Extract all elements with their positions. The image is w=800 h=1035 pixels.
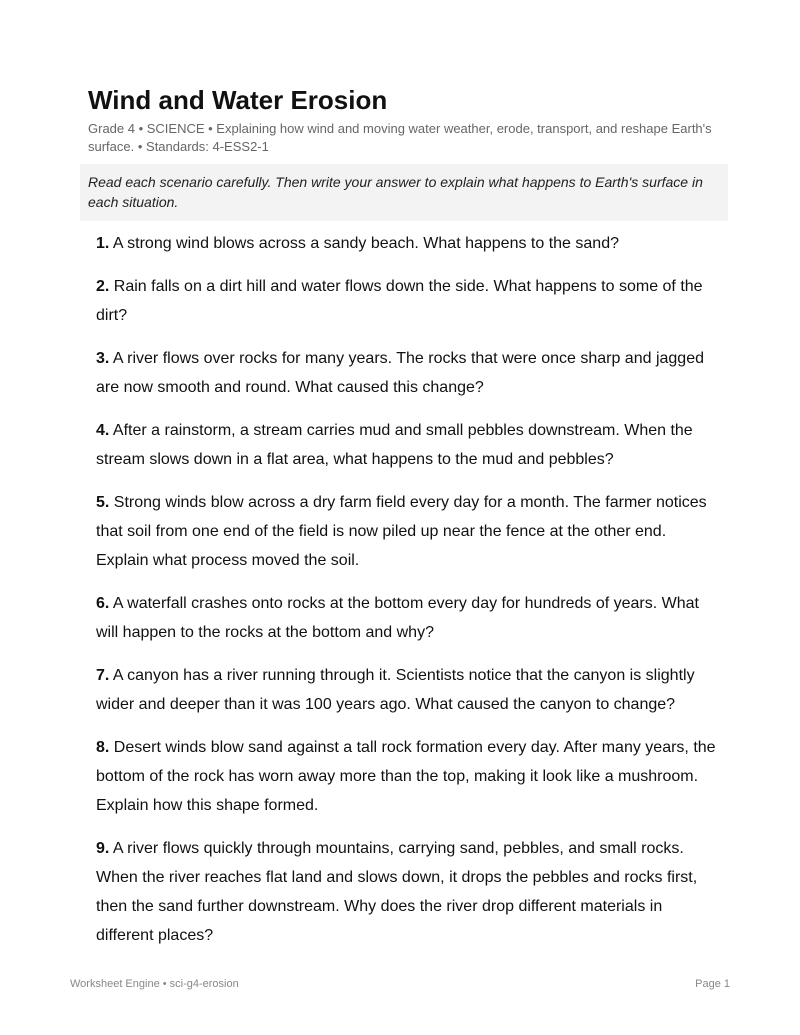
question-number: 8. [96, 739, 110, 756]
instructions-box: Read each scenario carefully. Then write your answer to explain what happens to Earth's surface in each situation. [80, 164, 728, 221]
page-subtitle: Grade 4 • SCIENCE • Explaining how wind and moving water weather, erode, transport, and reshape Earth's surface. • Standards: 4-ESS2-1 [88, 121, 712, 154]
question-4 [96, 416, 720, 474]
question-3 [96, 344, 720, 402]
page-number: Page 1 [695, 978, 730, 990]
question-5 [96, 488, 720, 575]
question-7 [96, 661, 720, 719]
question-text: After a rainstorm, a stream carries mud and small pebbles downstream. When the stream slows down in a flat area, what happens to the mud and pebbles? [96, 422, 693, 468]
question-text: A river flows over rocks for many years. The rocks that were once sharp and jagged are now smooth and round. What caused this change? [96, 350, 704, 396]
question-6 [96, 589, 720, 647]
question-number: 3. [96, 350, 110, 367]
question-number: 5. [96, 494, 110, 511]
question-1 [96, 229, 720, 258]
question-list [88, 229, 720, 950]
question-number: 7. [96, 667, 110, 684]
question-text: A canyon has a river running through it. Scientists notice that the canyon is slightly wider and deeper than it was 100 years ago. What caused the canyon to change? [96, 667, 695, 713]
question-text: Rain falls on a dirt hill and water flows down the side. What happens to some of the dirt? [96, 278, 703, 324]
page-title: Wind and Water Erosion [88, 85, 388, 115]
question-number: 2. [96, 278, 110, 295]
question-text: A strong wind blows across a sandy beach. What happens to the sand? [112, 235, 619, 252]
worksheet-page [88, 84, 720, 964]
question-text: Strong winds blow across a dry farm field every day for a month. The farmer notices that soil from one end of the field is now piled up near the fence at the other end. Explain what process moved the soil. [96, 494, 707, 569]
question-number: 6. [96, 595, 110, 612]
question-number: 9. [96, 840, 110, 857]
question-text: A waterfall crashes onto rocks at the bottom every day for hundreds of years. What will happen to the rocks at the bottom and why? [96, 595, 699, 641]
question-8 [96, 733, 720, 820]
footer-source: Worksheet Engine • sci-g4-erosion [70, 978, 239, 990]
question-9 [96, 834, 720, 950]
question-2 [96, 272, 720, 330]
question-number: 4. [96, 422, 110, 439]
question-text: Desert winds blow sand against a tall rock formation every day. After many years, the bottom of the rock has worn away more than the top, making it look like a mushroom. Explain how this shape formed. [96, 739, 716, 814]
question-number: 1. [96, 235, 110, 252]
question-text: A river flows quickly through mountains, carrying sand, pebbles, and small rocks. When the river reaches flat land and slows down, it drops the pebbles and rocks first, then the sand further downstream. Why does the river drop different materials in different places? [96, 840, 698, 944]
